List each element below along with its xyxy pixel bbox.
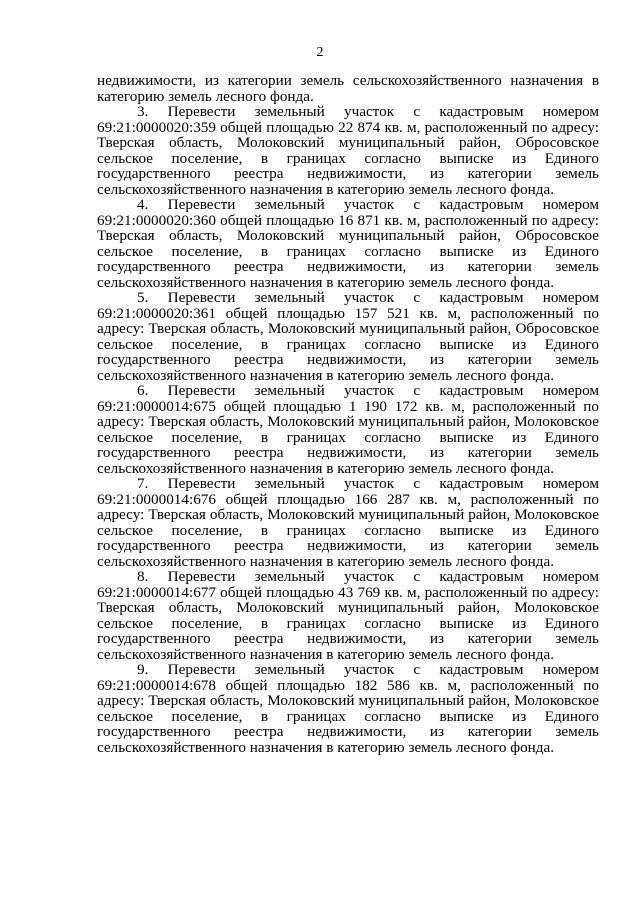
paragraph-item-7: 7. Перевести земельный участок с кадастровым номером 69:21:0000014:676 общей площадью 166 287 кв. м, расположенный по адресу: Тверская область, Молоковский муниципальный район, Молоковское сельское поселение, в границах согласно выписке из Единого государственного реестра недвижимости, из категории земель сельскохозяйственного назначения в категорию земель лесного фонда. [97, 475, 599, 570]
page-number: 2 [316, 45, 324, 60]
paragraph-item-9: 9. Перевести земельный участок с кадастровым номером 69:21:0000014:678 общей площадью 182 586 кв. м, расположенный по адресу: Тверская область, Молоковский муниципальный район, Молоковское сельское поселение, в границах согласно выписке из Единого государственного реестра недвижимости, из категории земель сельскохозяйственного назначения в категорию земель лесного фонда. [97, 661, 599, 756]
paragraph-continuation: недвижимости, из категории земель сельскохозяйственного назначения в категорию земель лесного фонда. [97, 72, 599, 105]
paragraph-item-4: 4. Перевести земельный участок с кадастровым номером 69:21:0000020:360 общей площадью 16 871 кв. м, расположенный по адресу: Тверская область, Молоковский муниципальный район, Обросовское сельское поселение, в границах согласно выписке из Единого государственного реестра недвижимости, из категории земель сельскохозяйственного назначения в категорию земель лесного фонда. [97, 196, 599, 291]
paragraph-item-3: 3. Перевести земельный участок с кадастровым номером 69:21:0000020:359 общей площадью 22 874 кв. м, расположенный по адресу: Тверская область, Молоковский муниципальный район, Обросовское сельское поселение, в границах согласно выписке из Единого государственного реестра недвижимости, из категории земель сельскохозяйственного назначения в категорию земель лесного фонда. [97, 103, 599, 198]
paragraph-item-5: 5. Перевести земельный участок с кадастровым номером 69:21:0000020:361 общей площадью 157 521 кв. м, расположенный по адресу: Тверская область, Молоковский муниципальный район, Обросовское сельское поселение, в границах согласно выписке из Единого государственного реестра недвижимости, из категории земель сельскохозяйственного назначения в категорию земель лесного фонда. [97, 289, 599, 384]
paragraph-item-6: 6. Перевести земельный участок с кадастровым номером 69:21:0000014:675 общей площадью 1 190 172 кв. м, расположенный по адресу: Тверская область, Молоковский муниципальный район, Молоковское сельское поселение, в границах согласно выписке из Единого государственного реестра недвижимости, из категории земель сельскохозяйственного назначения в категорию земель лесного фонда. [97, 382, 599, 477]
document-body [97, 73, 599, 755]
paragraph-item-8: 8. Перевести земельный участок с кадастровым номером 69:21:0000014:677 общей площадью 43 769 кв. м, расположенный по адресу: Тверская область, Молоковский муниципальный район, Молоковское сельское поселение, в границах согласно выписке из Единого государственного реестра недвижимости, из категории земель сельскохозяйственного назначения в категорию земель лесного фонда. [97, 568, 599, 663]
